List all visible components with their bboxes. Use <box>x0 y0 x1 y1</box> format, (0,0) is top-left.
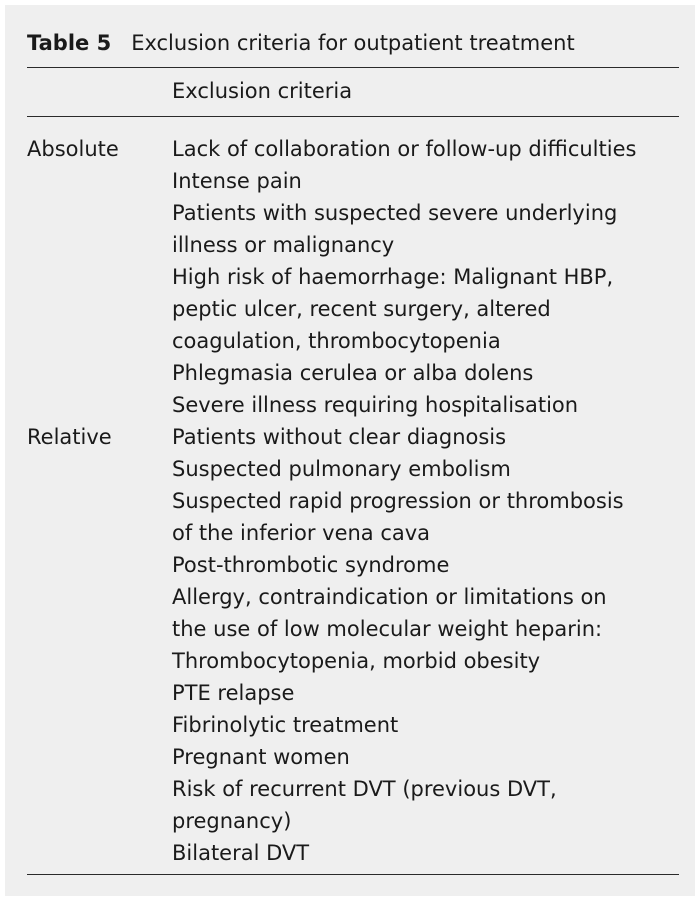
table-panel <box>5 5 695 896</box>
table-row-relative <box>27 421 679 869</box>
criteria-line: Patients without clear diagnosis <box>172 425 507 449</box>
criteria-line: Intense pain <box>172 169 302 193</box>
criteria-line: the use of low molecular weight heparin: <box>172 617 603 641</box>
criteria-line: pregnancy) <box>172 809 292 833</box>
column-header: Exclusion criteria <box>172 79 353 103</box>
criteria-line: Bilateral DVT <box>172 841 310 865</box>
top-rule <box>27 67 679 68</box>
criteria-line: High risk of haemorrhage: Malignant HBP, <box>172 265 614 289</box>
criteria-line: of the inferior vena cava <box>172 521 431 545</box>
criteria-line: Pregnant women <box>172 745 350 769</box>
criteria-line: Risk of recurrent DVT (previous DVT, <box>172 777 557 801</box>
criteria-line: Phlegmasia cerulea or alba dolens <box>172 361 534 385</box>
criteria-line: Post-thrombotic syndrome <box>172 553 450 577</box>
header-rule <box>27 116 679 117</box>
criteria-line: Suspected pulmonary embolism <box>172 457 511 481</box>
criteria-cell <box>172 133 679 421</box>
table-label: Table 5 <box>27 31 112 55</box>
criteria-line: Allergy, contraindication or limitations on <box>172 585 607 609</box>
criteria-line: peptic ulcer, recent surgery, altered <box>172 297 551 321</box>
criteria-line: illness or malignancy <box>172 233 395 257</box>
category-cell: Relative <box>27 425 112 449</box>
criteria-line: coagulation, thrombocytopenia <box>172 329 501 353</box>
table-row-absolute <box>27 133 679 421</box>
criteria-line: Fibrinolytic treatment <box>172 713 399 737</box>
criteria-line: Lack of collaboration or follow-up difficulties <box>172 137 637 161</box>
table-caption <box>27 27 575 59</box>
criteria-cell <box>172 421 679 869</box>
bottom-rule <box>27 874 679 875</box>
criteria-line: Patients with suspected severe underlying <box>172 201 618 225</box>
criteria-line: Thrombocytopenia, morbid obesity <box>172 649 541 673</box>
table-body <box>27 133 679 869</box>
criteria-line: Severe illness requiring hospitalisation <box>172 393 579 417</box>
category-cell: Absolute <box>27 137 119 161</box>
criteria-line: PTE relapse <box>172 681 295 705</box>
criteria-line: Suspected rapid progression or thrombosis <box>172 489 624 513</box>
table-title: Exclusion criteria for outpatient treatment <box>131 31 575 55</box>
